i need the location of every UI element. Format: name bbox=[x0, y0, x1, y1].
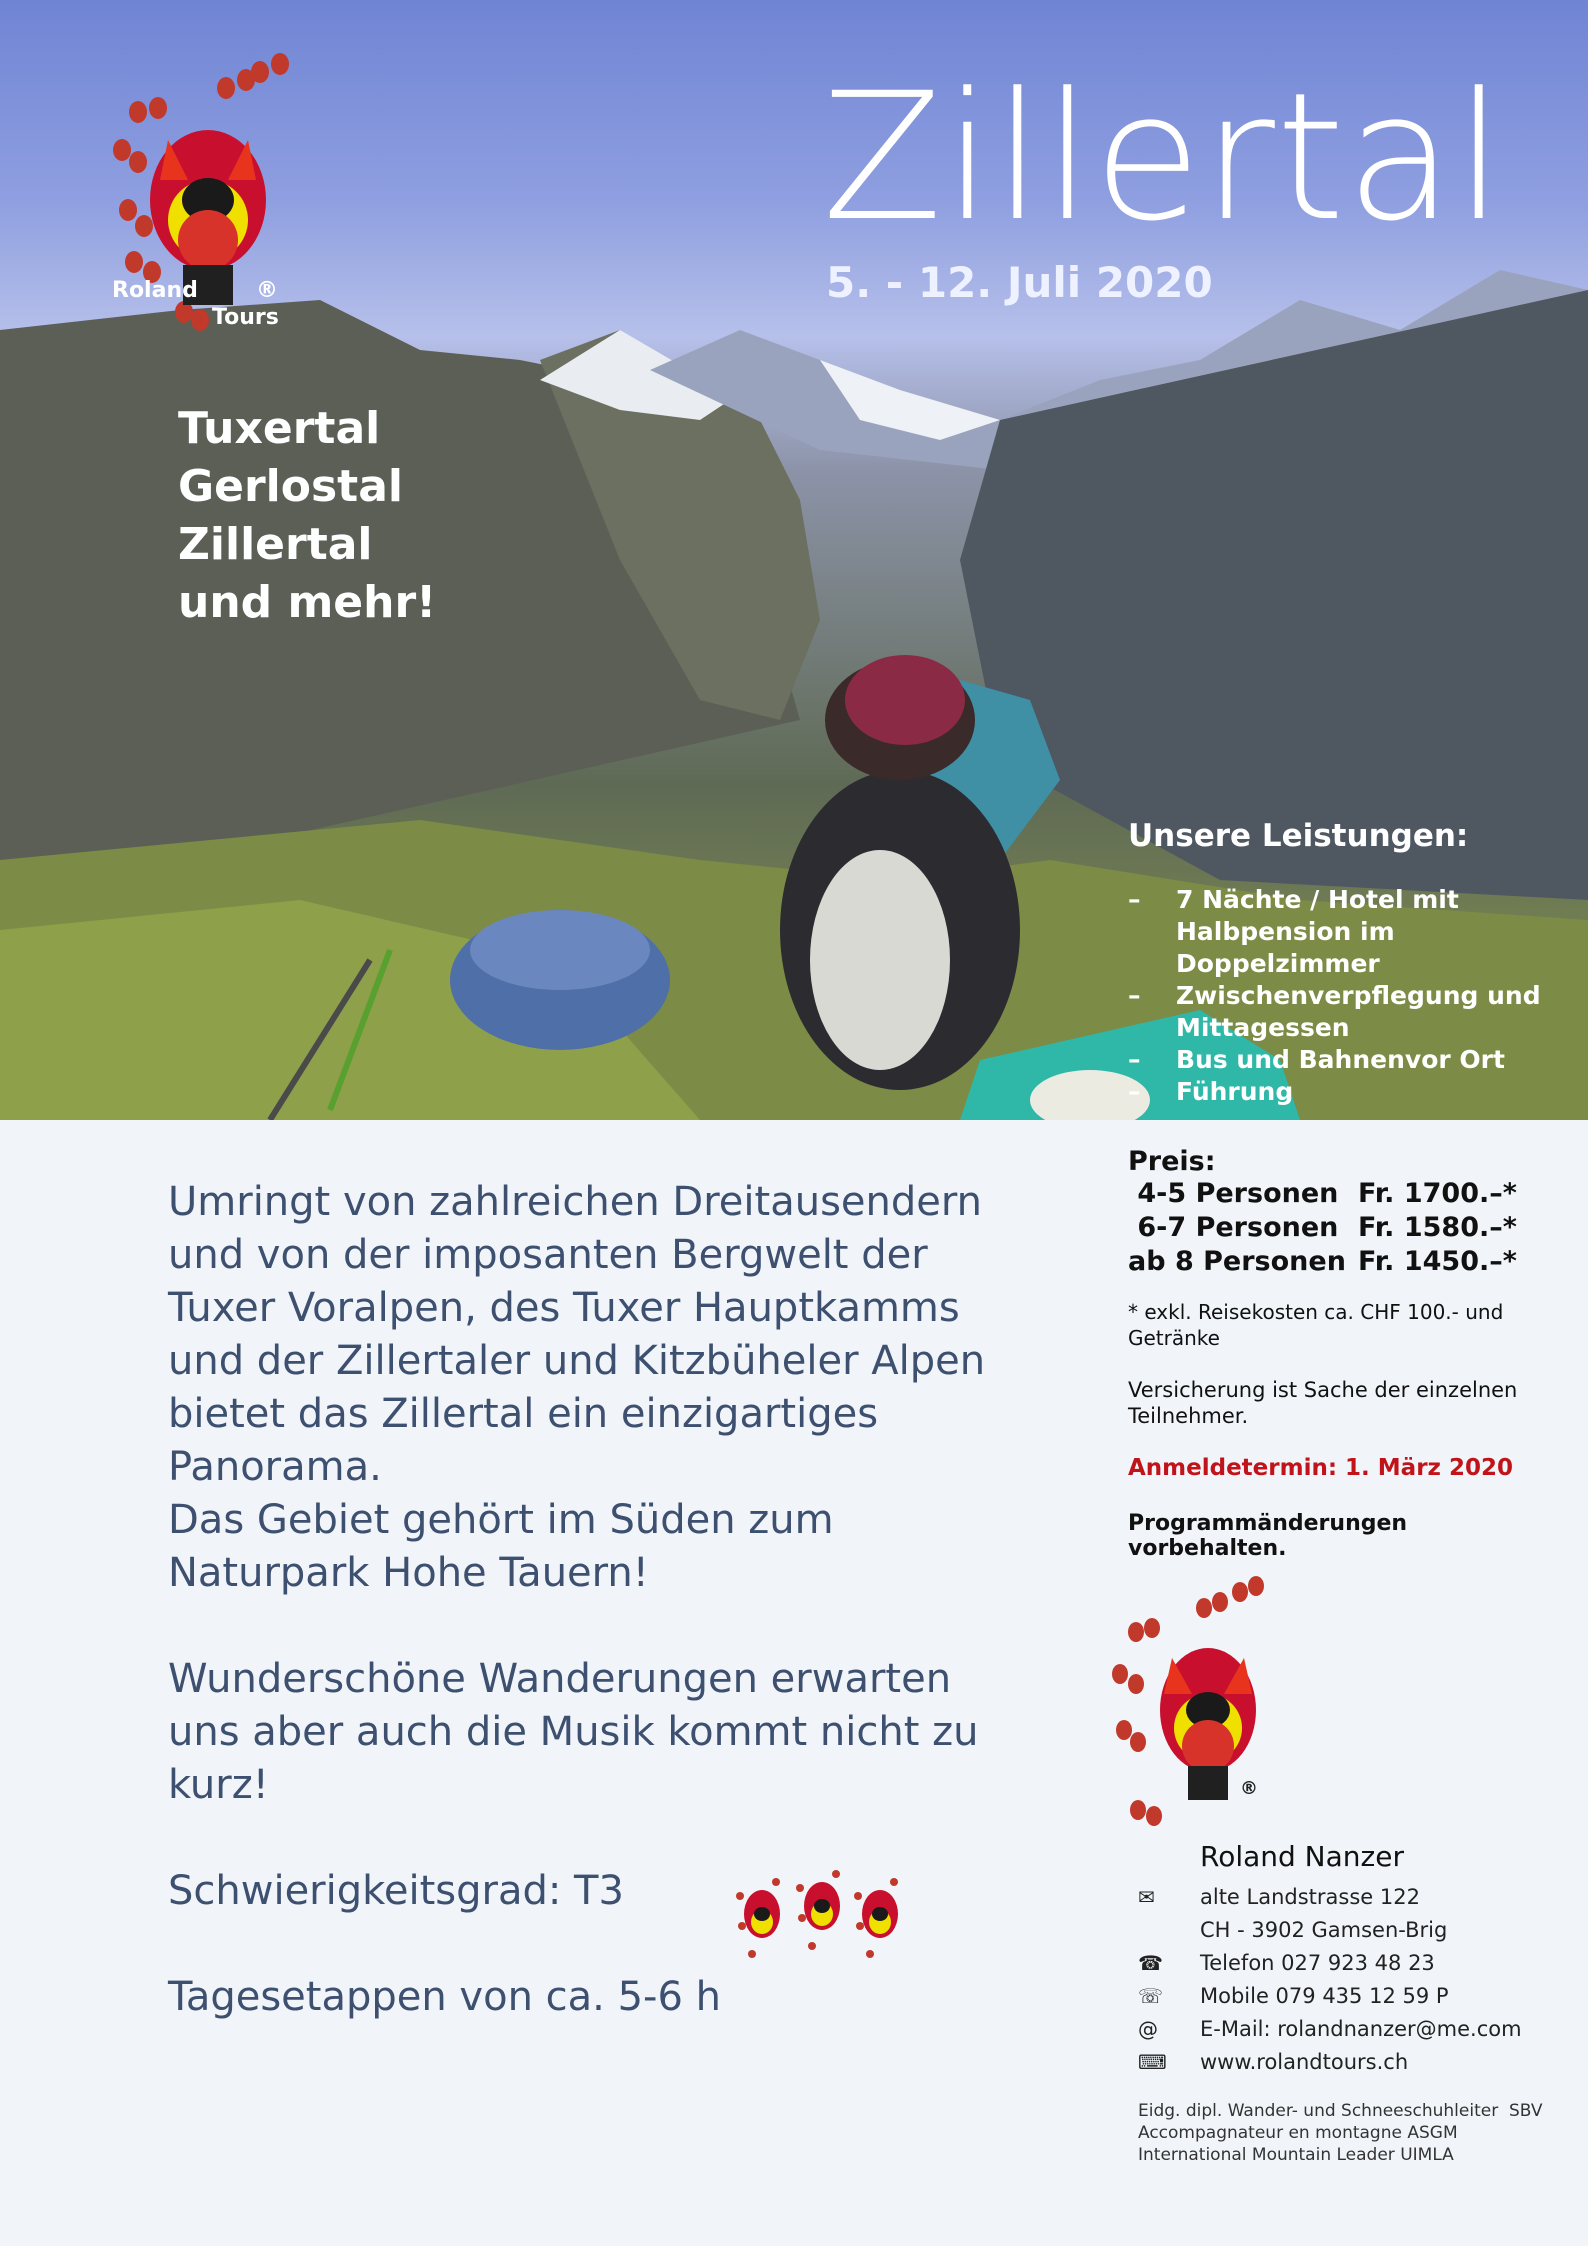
services-panel bbox=[1128, 818, 1568, 1108]
contact-email[interactable]: E-Mail: rolandnanzer@me.com bbox=[1200, 2016, 1522, 2041]
insurance-note: Versicherung ist Sache der einzelnen Teilnehmer. bbox=[1128, 1378, 1518, 1428]
contact-row bbox=[1138, 2012, 1522, 2045]
certification-line: Eidg. dipl. Wander- und Schneeschuhleiter SBV bbox=[1138, 2101, 1543, 2121]
fox-paw-icon bbox=[730, 1866, 910, 1966]
region-item: und mehr! bbox=[178, 577, 437, 628]
company-logo bbox=[108, 50, 308, 340]
price-group: 6-7 Personen bbox=[1128, 1212, 1339, 1243]
price-row bbox=[1128, 1177, 1568, 1211]
price-value: Fr. 1700.–* bbox=[1358, 1178, 1517, 1209]
services-list bbox=[1128, 884, 1568, 1108]
daily-stages: Tagesetappen von ca. 5-6 h bbox=[168, 1974, 721, 2020]
services-heading: Unsere Leistungen: bbox=[1128, 818, 1469, 854]
services-item: – Führung bbox=[1128, 1076, 1568, 1108]
certification-line: International Mountain Leader UIMLA bbox=[1138, 2145, 1454, 2165]
contact-city: CH - 3902 Gamsen-Brig bbox=[1200, 1917, 1448, 1942]
page-title: Zillertal bbox=[822, 55, 1505, 260]
services-item: – Bus und Bahnenvor Ort bbox=[1128, 1044, 1568, 1076]
price-row bbox=[1128, 1211, 1568, 1245]
logo-text: Roland bbox=[112, 278, 198, 303]
contact-row bbox=[1138, 1880, 1522, 1913]
contact-row bbox=[1138, 2045, 1522, 2078]
registered-mark: ® bbox=[256, 278, 278, 303]
registered-mark: ® bbox=[1240, 1778, 1258, 1799]
price-heading: Preis: bbox=[1128, 1146, 1216, 1177]
contact-address: alte Landstrasse 122 bbox=[1200, 1884, 1420, 1909]
services-item: – 7 Nächte / Hotel mit Halbpension im Doppelzimmer bbox=[1128, 884, 1568, 980]
email-icon: @ bbox=[1138, 2016, 1158, 2041]
contact-name: Roland Nanzer bbox=[1200, 1840, 1404, 1873]
contact-row bbox=[1138, 1913, 1522, 1946]
tour-dates: 5. - 12. Juli 2020 bbox=[826, 258, 1213, 307]
hero-photo bbox=[0, 0, 1588, 1120]
description-paragraph: Umringt von zahlreichen Dreitausendern und von der imposanten Bergwelt der Tuxer Voralpen, des Tuxer Hauptkamms und der Zillertaler und Kitzbüheler Alpen bietet das Zillertal ein einzigartiges Panorama. bbox=[168, 1179, 986, 1490]
contact-row bbox=[1138, 1979, 1522, 2012]
region-item: Gerlostal bbox=[178, 461, 403, 512]
price-group: ab 8 Personen bbox=[1128, 1246, 1346, 1277]
phone-icon: ☎ bbox=[1138, 1950, 1163, 1975]
price-group: 4-5 Personen bbox=[1128, 1178, 1339, 1209]
region-item: Tuxertal bbox=[178, 403, 381, 454]
contact-mobile: Mobile 079 435 12 59 P bbox=[1200, 1983, 1449, 2008]
logo-text: Tours bbox=[212, 305, 279, 330]
certifications bbox=[1138, 2100, 1543, 2166]
description-paragraph: Das Gebiet gehört im Süden zum Naturpark Hohe Tauern! bbox=[168, 1497, 834, 1596]
pricing-panel bbox=[1128, 1146, 1568, 1561]
mini-logo-row bbox=[730, 1866, 910, 1966]
registration-deadline: Anmeldetermin: 1. März 2020 bbox=[1128, 1455, 1513, 1481]
difficulty-level: Schwierigkeitsgrad: T3 bbox=[168, 1868, 624, 1914]
contact-website[interactable]: www.rolandtours.ch bbox=[1200, 2049, 1409, 2074]
mobile-icon: ☏ bbox=[1138, 1983, 1164, 2008]
contact-list bbox=[1138, 1880, 1522, 2078]
price-row bbox=[1128, 1245, 1568, 1279]
company-logo-small bbox=[1100, 1570, 1280, 1830]
price-value: Fr. 1580.–* bbox=[1358, 1212, 1517, 1243]
price-value: Fr. 1450.–* bbox=[1358, 1246, 1517, 1277]
price-note: * exkl. Reisekosten ca. CHF 100.- und Getränke bbox=[1128, 1300, 1504, 1350]
services-item: – Zwischenverpflegung und Mittagessen bbox=[1128, 980, 1568, 1044]
certification-line: Accompagnateur en montagne ASGM bbox=[1138, 2123, 1458, 2143]
region-item: Zillertal bbox=[178, 519, 373, 570]
letter-icon: ✉ bbox=[1138, 1884, 1155, 1909]
contact-row bbox=[1138, 1946, 1522, 1979]
contact-phone: Telefon 027 923 48 23 bbox=[1200, 1950, 1435, 1975]
region-list bbox=[178, 400, 436, 632]
changes-note: Programmänderungen vorbehalten. bbox=[1128, 1511, 1408, 1561]
description-paragraph: Wunderschöne Wanderungen erwarten uns aber auch die Musik kommt nicht zu kurz! bbox=[168, 1656, 979, 1808]
computer-icon: ⌨ bbox=[1138, 2049, 1167, 2074]
